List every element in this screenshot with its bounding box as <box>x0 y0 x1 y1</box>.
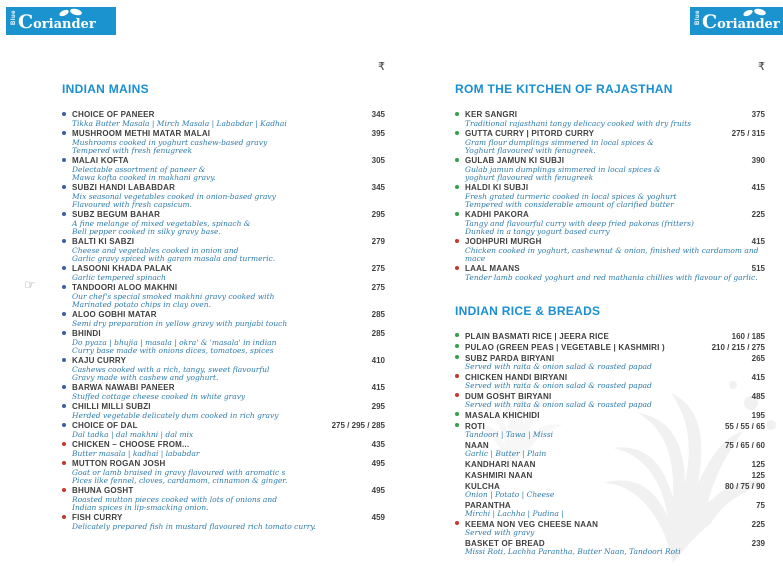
item-price: 80 / 75 / 90 <box>724 481 765 491</box>
veg-nonveg-marker-icon <box>62 239 66 243</box>
menu-item <box>62 329 385 355</box>
item-name: MALAI KOFTA <box>72 156 129 165</box>
item-description: Stuffed cottage cheese cooked in white gravy <box>72 391 246 401</box>
item-name: HALDI KI SUBJI <box>465 183 529 192</box>
item-name: LAAL MAANS <box>465 264 520 273</box>
menu-item <box>455 183 765 209</box>
item-name: KANDHARI NAAN <box>465 459 536 469</box>
menu-item <box>62 486 385 512</box>
veg-nonveg-marker-icon <box>455 131 459 135</box>
item-price: 210 / 215 / 275 <box>711 342 765 352</box>
menu-item <box>62 440 385 458</box>
item-name: SUBZ PARDA BIRYANI <box>465 353 555 363</box>
brand-name-vertical: Blue <box>695 9 701 25</box>
veg-nonveg-marker-icon <box>455 239 459 243</box>
currency-symbol: ₹ <box>758 60 765 73</box>
section-title: INDIAN RICE & BREADS <box>455 303 601 318</box>
item-name: BASKET OF BREAD <box>465 538 545 548</box>
item-description: Bell pepper cooked in silky gravy base. <box>72 226 221 236</box>
menu-item <box>455 354 765 372</box>
veg-nonveg-marker-icon <box>455 355 459 359</box>
item-price: 415 <box>751 183 765 192</box>
item-name: PLAIN BASMATI RICE | JEERA RICE <box>465 331 610 341</box>
item-description: yoghurt flavoured with fenugreek <box>465 172 594 182</box>
item-description: Gulab jamun dumplings simmered in local spices & <box>465 164 661 174</box>
veg-nonveg-marker-icon <box>455 185 459 189</box>
item-description: Mushrooms cooked in yoghurt cashew-based gravy <box>72 137 268 147</box>
item-description: Traditional rajasthani tangy delicacy cooked with dry fruits <box>465 118 692 128</box>
item-price: 279 <box>371 237 385 246</box>
item-name: KAJU CURRY <box>72 356 127 365</box>
item-name: DUM GOSHT BIRYANI <box>465 391 552 401</box>
menu-item <box>455 237 765 263</box>
item-price: 390 <box>751 156 765 165</box>
item-name: NAAN <box>465 440 489 450</box>
item-price: 195 <box>751 410 765 420</box>
item-price: 415 <box>751 372 765 382</box>
section-title: INDIAN MAINS <box>62 82 149 96</box>
marker-spacer <box>455 442 459 446</box>
item-name: MUTTON ROGAN JOSH <box>72 459 166 468</box>
menu-column-right <box>455 82 765 558</box>
item-name: JODHPURI MURGH <box>465 237 542 246</box>
veg-nonveg-marker-icon <box>62 312 66 316</box>
veg-nonveg-marker-icon <box>455 374 459 378</box>
menu-item <box>455 129 765 155</box>
menu-item <box>62 356 385 382</box>
veg-nonveg-marker-icon <box>62 442 66 446</box>
veg-nonveg-marker-icon <box>455 212 459 216</box>
veg-nonveg-marker-icon <box>62 212 66 216</box>
item-description: Indian spices in lip-smacking onion. <box>72 502 209 512</box>
menu-item <box>62 310 385 328</box>
item-description: Semi dry preparation in yellow gravy with punjabi touch <box>72 318 288 328</box>
item-description: Mix seasonal vegetables cooked in onion-based gravy <box>72 191 276 201</box>
menu-item <box>455 441 765 459</box>
item-name: SUBZ BEGUM BAHAR <box>72 210 161 219</box>
item-description: Tikka Butter Masala | Mirch Masala | Lababdar | Kadhai <box>72 118 287 128</box>
item-price: 55 / 55 / 65 <box>724 421 765 431</box>
item-price: 345 <box>371 110 385 119</box>
item-name: BALTI KI SABZI <box>72 237 135 246</box>
menu-item <box>455 539 765 557</box>
brand-wordmark: Coriander <box>18 10 96 33</box>
veg-nonveg-marker-icon <box>455 412 459 416</box>
item-description: Delicately prepared fish in mustard flavoured rich tomato curry. <box>72 521 316 531</box>
item-name: PULAO (GREEN PEAS | VEGETABLE | KASHMIRI ) <box>465 342 665 352</box>
item-price: 275 <box>371 283 385 292</box>
veg-nonveg-marker-icon <box>62 331 66 335</box>
item-description: Dunked in a tangy yogurt based curry <box>465 226 610 236</box>
menu-item <box>62 402 385 420</box>
item-price: 125 <box>751 470 765 480</box>
menu-page-right <box>420 0 783 556</box>
item-name: CHILLI MILLI SUBZI <box>72 402 151 411</box>
veg-nonveg-marker-icon <box>455 158 459 162</box>
item-name: CHICKEN HANDI BIRYANI <box>465 372 568 382</box>
item-description: Served with raita & onion salad & roasted papad <box>465 400 652 409</box>
veg-nonveg-marker-icon <box>62 488 66 492</box>
item-price: 275 <box>371 264 385 273</box>
menu-item <box>24 278 385 309</box>
menu-item <box>455 373 765 391</box>
menu-item <box>455 422 765 440</box>
item-description: Mirchi | Lachha | Pudina | <box>465 509 564 518</box>
item-name: BARWA NAWABI PANEER <box>72 383 175 392</box>
item-description: Pices like fennel, cloves, cardamom, cinnamon & ginger. <box>72 475 288 485</box>
item-description: Herded vegetable delicately dum cooked in rich gravy <box>72 410 279 420</box>
item-price: 415 <box>371 383 385 392</box>
menu-item <box>62 156 385 182</box>
item-price: 160 / 185 <box>731 331 765 341</box>
marker-spacer <box>455 472 459 476</box>
item-description: Curry base made with onions dices, tomatoes, spices <box>72 345 274 355</box>
menu-item <box>455 411 765 421</box>
veg-nonveg-marker-icon <box>62 423 66 427</box>
menu-item <box>62 129 385 155</box>
menu-item <box>62 264 385 282</box>
item-description: Marinated potato chips in clay oven. <box>72 299 211 309</box>
item-name: CHICKEN – CHOOSE FROM... <box>72 440 190 449</box>
menu-item <box>455 501 765 519</box>
item-price: 285 <box>371 310 385 319</box>
item-name: PARANTHA <box>465 500 511 510</box>
marker-spacer <box>455 502 459 506</box>
menu-item <box>62 237 385 263</box>
item-name: LASOONI KHADA PALAK <box>72 264 173 273</box>
menu-item <box>455 332 765 342</box>
veg-nonveg-marker-icon <box>62 185 66 189</box>
item-price: 265 <box>751 353 765 363</box>
item-price: 410 <box>371 356 385 365</box>
item-description: Do pyaza | bhujia | masala | okra' & 'masala' in indian <box>72 337 277 347</box>
item-price: 515 <box>751 264 765 273</box>
menu-item <box>62 421 385 439</box>
item-price: 275 / 295 / 285 <box>331 421 385 430</box>
veg-nonveg-marker-icon <box>62 131 66 135</box>
item-description: Tandoori | Tawa | Missi <box>465 430 554 439</box>
item-description: Gravy made with cashew and yoghurt. <box>72 372 219 382</box>
menu-item <box>455 482 765 500</box>
menu-item <box>455 520 765 538</box>
item-price: 225 <box>751 210 765 219</box>
item-price: 345 <box>371 183 385 192</box>
item-name: GUTTA CURRY | PITORD CURRY <box>465 129 595 138</box>
item-price: 125 <box>751 459 765 469</box>
item-description: Dal tadka | dal makhni | dal mix <box>72 429 194 439</box>
item-name: KULCHA <box>465 481 500 491</box>
item-description: Flavoured with fresh capsicum. <box>72 199 193 209</box>
item-price: 485 <box>751 391 765 401</box>
item-price: 225 <box>751 519 765 529</box>
menu-item <box>455 471 765 481</box>
item-name: GULAB JAMUN KI SUBJI <box>465 156 565 165</box>
marker-spacer <box>455 540 459 544</box>
veg-nonveg-marker-icon <box>455 521 459 525</box>
veg-nonveg-marker-icon <box>62 266 66 270</box>
item-description: Garlic | Butter | Plain <box>465 449 547 458</box>
veg-nonveg-marker-icon <box>62 112 66 116</box>
item-price: 435 <box>371 440 385 449</box>
item-price: 239 <box>751 538 765 548</box>
menu-item <box>455 460 765 470</box>
item-description: Gram flour dumplings simmered in local spices & <box>465 137 654 147</box>
item-name: ROTI <box>465 421 485 431</box>
veg-nonveg-marker-icon <box>62 358 66 362</box>
menu-item <box>62 183 385 209</box>
brand-wordmark: Coriander <box>702 10 780 33</box>
item-description: Garlic tempered spinach <box>72 272 166 282</box>
item-name: KER SANGRI <box>465 110 518 119</box>
menu-section <box>455 82 765 282</box>
item-name: FISH CURRY <box>72 513 123 522</box>
item-name: KASHMIRI NAAN <box>465 470 533 480</box>
veg-nonveg-marker-icon <box>62 461 66 465</box>
brand-logo <box>6 7 116 35</box>
item-description: Mawa kofta cooked in makhani gravy. <box>72 172 216 182</box>
item-description: Delectable assortment of paneer & <box>72 164 206 174</box>
menu-item <box>455 392 765 410</box>
item-price: 75 / 65 / 60 <box>724 440 765 450</box>
menu-item <box>62 110 385 128</box>
veg-nonveg-marker-icon <box>455 393 459 397</box>
item-description: Garlic gravy spiced with garam masala and turmeric. <box>72 253 276 263</box>
item-price: 275 / 315 <box>731 129 765 138</box>
item-name: MASALA KHICHIDI <box>465 410 540 420</box>
item-price: 295 <box>371 402 385 411</box>
brand-logo <box>690 7 783 35</box>
item-name: KEEMA NON VEG CHEESE NAAN <box>465 519 599 529</box>
item-name: KADHI PAKORA <box>465 210 530 219</box>
item-description: Roasted mutton pieces cooked with lots of onions and <box>72 494 278 504</box>
veg-nonveg-marker-icon <box>455 112 459 116</box>
item-description: Tender lamb cooked yoghurt and red mathania chillies with flavour of garlic. <box>465 272 758 282</box>
item-description: Fresh grated turmeric cooked in local spices & yoghurt <box>465 191 677 201</box>
item-name: CHOICE OF PANEER <box>72 110 155 119</box>
brand-name-vertical: Blue <box>11 9 17 25</box>
pointer-hand-icon: ☞ <box>24 278 36 293</box>
item-price: 305 <box>371 156 385 165</box>
item-description: Onion | Potato | Cheese <box>465 490 555 499</box>
menu-item <box>455 156 765 182</box>
item-name: ALOO GOBHI MATAR <box>72 310 157 319</box>
veg-nonveg-marker-icon <box>455 344 459 348</box>
item-description: Missi Roti, Lachha Parantha, Butter Naan, Tandoori Roti <box>465 547 681 556</box>
item-description: Butter masala | kadhai | lababdar <box>72 448 200 458</box>
item-price: 295 <box>371 210 385 219</box>
item-description: Tempered with considerable amount of clarified butter <box>465 199 674 209</box>
item-description: A fine melange of mixed vegetables, spinach & <box>72 218 251 228</box>
menu-item <box>455 110 765 128</box>
marker-spacer <box>455 461 459 465</box>
marker-spacer <box>455 483 459 487</box>
item-description: Goat or lamb braised in gravy flavoured with aromatic s <box>72 467 286 477</box>
item-description: Chicken cooked in yoghurt, cashewnut & onion, finished with cardamom and mace <box>465 245 759 263</box>
item-name: BHINDI <box>72 329 101 338</box>
item-price: 415 <box>751 237 765 246</box>
veg-nonveg-marker-icon <box>62 515 66 519</box>
currency-symbol: ₹ <box>378 60 385 73</box>
item-description: Tangy and flavourful curry with deep fried pakoras (fritters) <box>465 218 694 228</box>
veg-nonveg-marker-icon <box>62 158 66 162</box>
item-description: Served with raita & onion salad & roasted papad <box>465 381 652 390</box>
item-description: Yoghurt flavoured with fenugreek. <box>465 145 596 155</box>
item-name: MUSHROOM METHI MATAR MALAI <box>72 129 211 138</box>
menu-item <box>62 513 385 531</box>
veg-nonveg-marker-icon <box>62 385 66 389</box>
item-price: 285 <box>371 329 385 338</box>
item-name: BHUNA GOSHT <box>72 486 134 495</box>
menu-item <box>455 210 765 236</box>
item-description: Cashews cooked with a rich, tangy, sweet flavourful <box>72 364 270 374</box>
menu-item <box>62 210 385 236</box>
item-description: Served with raita & onion salad & roasted papad <box>465 362 652 371</box>
item-price: 495 <box>371 486 385 495</box>
item-price: 459 <box>371 513 385 522</box>
item-price: 75 <box>756 500 765 510</box>
item-name: CHOICE OF DAL <box>72 421 138 430</box>
veg-nonveg-marker-icon <box>62 285 66 289</box>
item-description: Served with gravy <box>465 528 535 537</box>
item-description: Cheese and vegetables cooked in onion and <box>72 245 239 255</box>
veg-nonveg-marker-icon <box>455 333 459 337</box>
item-name: TANDOORI ALOO MAKHNI <box>72 283 178 292</box>
item-name: SUBZI HANDI LABABDAR <box>72 183 176 192</box>
item-price: 395 <box>371 129 385 138</box>
item-description: Tempered with fresh fenugreek <box>72 145 193 155</box>
item-price: 375 <box>751 110 765 119</box>
menu-item <box>62 459 385 485</box>
item-description: Our chef's special smoked makhni gravy cooked with <box>72 291 275 301</box>
veg-nonveg-marker-icon <box>455 423 459 427</box>
menu-item <box>62 383 385 401</box>
leaf-icon <box>742 8 768 18</box>
veg-nonveg-marker-icon <box>62 404 66 408</box>
menu-item <box>455 343 765 353</box>
section-title: ROM THE KITCHEN OF RAJASTHAN <box>455 82 673 96</box>
menu-item <box>455 264 765 282</box>
menu-section <box>455 304 765 557</box>
menu-column-left <box>24 82 385 532</box>
menu-section <box>24 82 385 531</box>
veg-nonveg-marker-icon <box>455 266 459 270</box>
item-price: 495 <box>371 459 385 468</box>
leaf-icon <box>58 8 84 18</box>
